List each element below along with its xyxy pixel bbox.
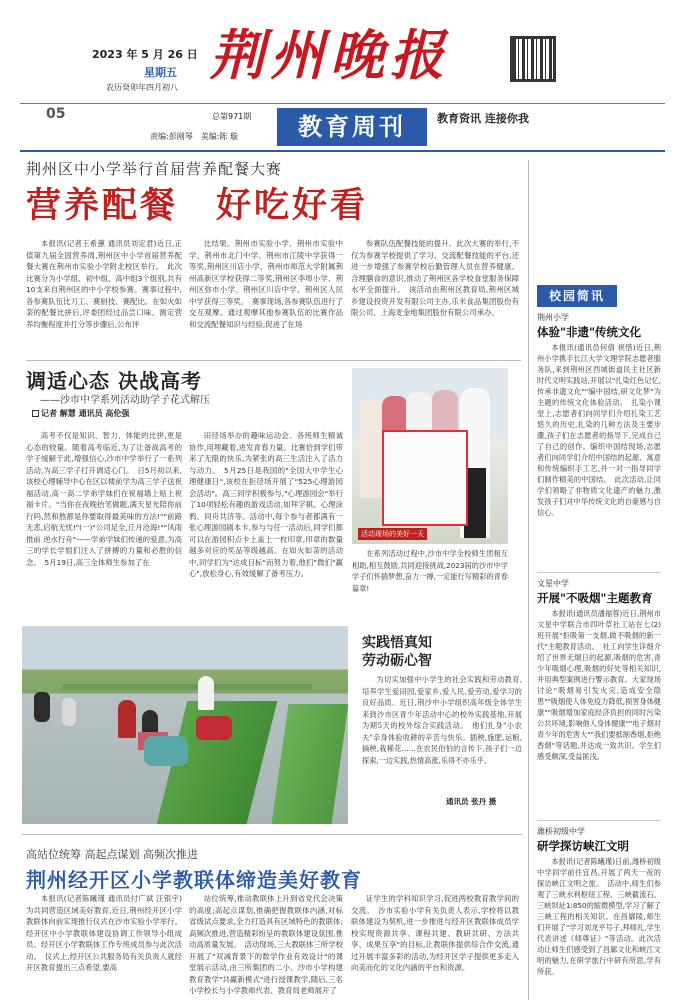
article4-col2: 站位统筹,推动教联体上升到省党代会决策的高度;高起点谋划,推确把握教联体内涵,对标省级试点要求,全力打造具有区域特色的教联体;高频次推进,营造精彩纷呈的教联体建设氛围,推动高质量发展。 活动现场,三大教联体三所学校开展了"双减背景下的数学作业有效设计"的课堂展示活动,由三所集团的二小、沙市小学构建教育教学"共赢新模式"进行授课教学,随后,三名小学校长与小学教师代表、教育局老师展开了 [189,894,343,995]
students-banner-photo [352,368,508,544]
brief1-title: 体验"非遗"传统文化 [537,325,641,339]
edition-title: 教育周刊 [277,108,427,146]
rice-planting-photo [22,626,348,824]
article1-headline: 营养配餐 好吃好看 [26,185,369,226]
article4-kicker: 高站位统筹 高起点谋划 高频次推进 [26,848,198,861]
editors: 责编:彭刚琴 美编:陈 璇 [150,132,238,141]
issue-date: 2023 年 5 月 26 日 [92,48,198,61]
article2-subhead: ——沙市中学系列活动助学子花式解压 [40,395,210,406]
brief2-text: 本报讯(通讯员潘福蓉)近日,荆州市文星中学联合市四叶草社工站在七(2)班开展"拒吸第一支烟,做不吸烟的新一代"主题教育活动。 社工向学生详细介绍了世界无烟日的起源,吸烟的危害,青少年吸烟心理,吸烟的好处等相关知识,并用典型案例进行警示教育。大家现场讨论"吸烟易引发火灾,造成安全隐患""吸烟使人体免疫力降低,损害身体健康""吸烟增加家庭经济负担的同时污染公共环境,影响他人身体健康""电子烟对青少年的危害大""我们要抵制香烟,拒绝香烟"等话题,并达成一致共识。学生们感受颇深,受益匪浅。 [537,609,661,761]
masthead: 荆州晚报 [210,23,450,87]
article1-col1: 本报讯(记者王希蕙 通讯员刘定君)近日,正值第九届全国营养周,荆州区中小学首届营养配餐大赛在荆州市实验小学附北校区举行。 此次比赛分为小学组、初中组、高中组3个组别,共有10支来自荆州区的中小学校参赛。赛事过程中,各参赛队伍比刀工、赛厨技、赛配比。在如火如荼的配餐比拼后,评委团经过品尝口味、测定营养均衡程度并打分等步骤后,公布评 [26,239,182,329]
article2-byline: 记者 解慧 通讯员 高伦强 [32,408,129,419]
tagline: 教育资讯 连接你我 [437,112,529,125]
brief3-title: 研学探访峡江文明 [537,839,629,853]
article4-col3: 证学生的学科知识学习,促进两校教育教学间的交流。 沙市实验小学有关负责人表示,学校将以教联体建设为契机,进一步推进与经开区教联体成员学校实现资源共享、课程共建、教研共研、方法共享、成果互享"的目标,让教联体提供综合作交流,通过开展丰富多彩的活动,为经开区学子提供更多走入向美而化的文化内涵的平台和资源。 [351,894,519,972]
article2-headline: 调适心态 决战高考 [26,369,202,393]
article2-caption: 在系列活动过程中,沙市中学全校师生团相互相助,相互鼓励,共同迎接挑战,2023届的沙市中学学子们怀揣梦想,奋力一搏,一定能行写精彩的青春篇章! [352,549,508,593]
banner-text: 活动现场的美好一天 [358,528,427,540]
page-number: 05 [46,106,66,122]
article4-headline: 荆州经开区小学教联体缔造美好教育 [26,868,362,892]
article3-title2: 劳动砺心智 [362,653,432,669]
article3-text: 为切实加强中小学生的社会实践和劳动教育,培养学生爱田园,爱家乡,爱人民,爱劳动,爱学习的良好品质。近日,荆沙中小学组织高年级全体学生来到沙市区青少年活动中心的校外实践基地,开展为期5天的校外综合实践活动。 他们扎身"小农夫"亲身体验收耕的辛苦与快乐。插秧,施肥,运粮,摘秧,栽稀花……在农民伯伯的言传下,孩子们一边探索,一边实践,热情高涨,乐得不亦乐乎。 [362,675,522,765]
article3-title1: 实践悟真知 [362,635,432,651]
article3-credit: 通讯员 张丹 摄 [446,797,497,806]
brief3-text: 本报讯(记者陈曦瑾)日前,潍桥初级中学同学前往宜昌,开展了两天一夜的探访峡江文明之旅。 活动中,师生们参观了三峡水利枢纽工程、三峡截流石、三峡坝址1:850的缩微模型,学习了解了三峡工程的相关知识。在昌廓陵,师生们开展了"学习刘龙平号子,拜师礼,学生代表讲述《师尊证》"等活动。此次活动让师生们感受到了昌廓文化和峡江文明的魅力,在研学旅行中研有所思,学有所获。 [537,857,661,976]
brief1-school: 荆州小学 [537,313,569,322]
qr-code-icon [510,36,556,82]
lunar-date: 农历癸卯年四月初八 [106,83,178,92]
article1-kicker: 荆州区中小学举行首届营养配餐大赛 [26,160,283,178]
article1-col3: 参赛队伍配餐技能的提升。此次大赛的举行,不仅为参赛学校提供了学习、交流配餐技能的平台,还进一步增强了参赛学校后勤管理人员在营养健康、合理膳食的意识,推动了荆州区各学校食堂服务保障水平全面提升。 该活动由荆州区教育局,荆州区城乡建设投资开发有限公司主办,乐米食品集团股份有限公司、上海麦金地集团股份有限公司承办。 [351,239,519,317]
sidebar-header: 校园简讯 [537,285,617,307]
article1-col2: 比结果。荆州市实验小学、荆州市实验中学、荆州市北门中学、荆州市江陵中学获得一等奖,荆州区川店小学、荆州市师范大学附属荆州高新区学校获得二等奖,荆州区李埠小学、荆州区弥市小学、荆州区川店中学、荆州区人民中学获得三等奖。 赛事现场,各参赛队伍进行了交互观摩。通过观摩其他参赛队伍的比赛作品和交流配餐知识与经验,促进了在场 [189,239,343,329]
brief2-title: 开展"不吸烟"主题教育 [537,591,653,605]
article4-col1: 本报讯(记者陈曦瑾 通讯员付广斌 汪银宇)为共同营造区域美好教育,近日,荆州经开区小学教联体向前实现推行仪式在沙市实验小学举行。经开区中小学教联体建设协调工作领导小组成员、经开区小学教联体工作专班成员参与此次活动。 仪式上,经开区公共服务局有关负责人就经开区教育提出三点希望,要高 [26,894,182,972]
article2-col1: 高考不仅是知识、智力、体能的比拼,更是心态的较量。随着高考临近,为了让备战高考的学子缓解于此,增强信心,沙市中学举行了一系列活动,为高三学子打开调适心门。 日5月初以来,该校心理辅导中心在区以楼前学为高三学子送祝福活动,高一高二学弟学妹们在祝福墙上贴上祝福卡片。"当你在夜晚抬笔做题,满天星光陪你前行吗,然和熬都是你要取得最美味的方法!""前路无悲,启航无忧!"(一)"公司足全,丘月沧海!""风雨推前 逆水行舟"——学弟学妹们传递的爱意,为高三的学长学姐们注入了拼搏的力量和必胜的信念。 5月19日,高三全体师生参加了在 [26,431,182,567]
brief3-school: 潍桥初级中学 [537,827,585,836]
weekday: 星期五 [144,66,177,79]
brief2-school: 文星中学 [537,579,569,588]
brief1-text: 本报讯(通讯员何倩 祝惜)近日,荆州小学携手长江大学文理学院志愿者服务队,来到荆州区西城街道民主社区新时代文明实践站,开展以"扎染红色记忆,传承非遗文化""编中国结,研文化梦"为主题的传统文化体验活动。 扎染小课堂上,志愿者们向同学们介绍扎染工艺悠久的历史,扎染的几种方法及主要步骤,孩子们在志愿者的指导下,完成自己了自己的创作。编织中国结现场,志愿者们向同学们介绍中国结的起源、寓意和传统编织手工艺,并一对一指导同学们制作精美的中国结。 此次活动,让同学们领略了非物质文化遗产的魅力,激发孩子们对中华传统文化的自豪感与自信心。 [537,343,661,517]
article2-col2: 田径场举办的趣味运动会。各班师生精诚协作,用埋藏着,进发青春力量。比赛恰到学们带来了无限的快乐,为紧张的高三生活注入了活力与动力。 5月25日是我国的"全国大中学生心理健康日",该校在拒径场开展了"525心理游园会活动"。高三同学积极参与,"心理游园会"举行了10项轻松有趣的游戏活动,如拜字棋、心理涂鸦、同舟共济等。活动中,每个参与者都满有一张心理游园剧本卡,参与与任一活动后,同学们都可以在游园积点卡上盖上一枚印章,印章的数量越多对应的奖品等级越高。在如火如荼的活动中,同学们为"达成目标"而努力着,他们"微们"赢心",放松身心,有效缓解了备考压力。 [189,431,343,578]
byline-icon [32,410,39,417]
issue-number: 总第971期 [212,112,252,121]
